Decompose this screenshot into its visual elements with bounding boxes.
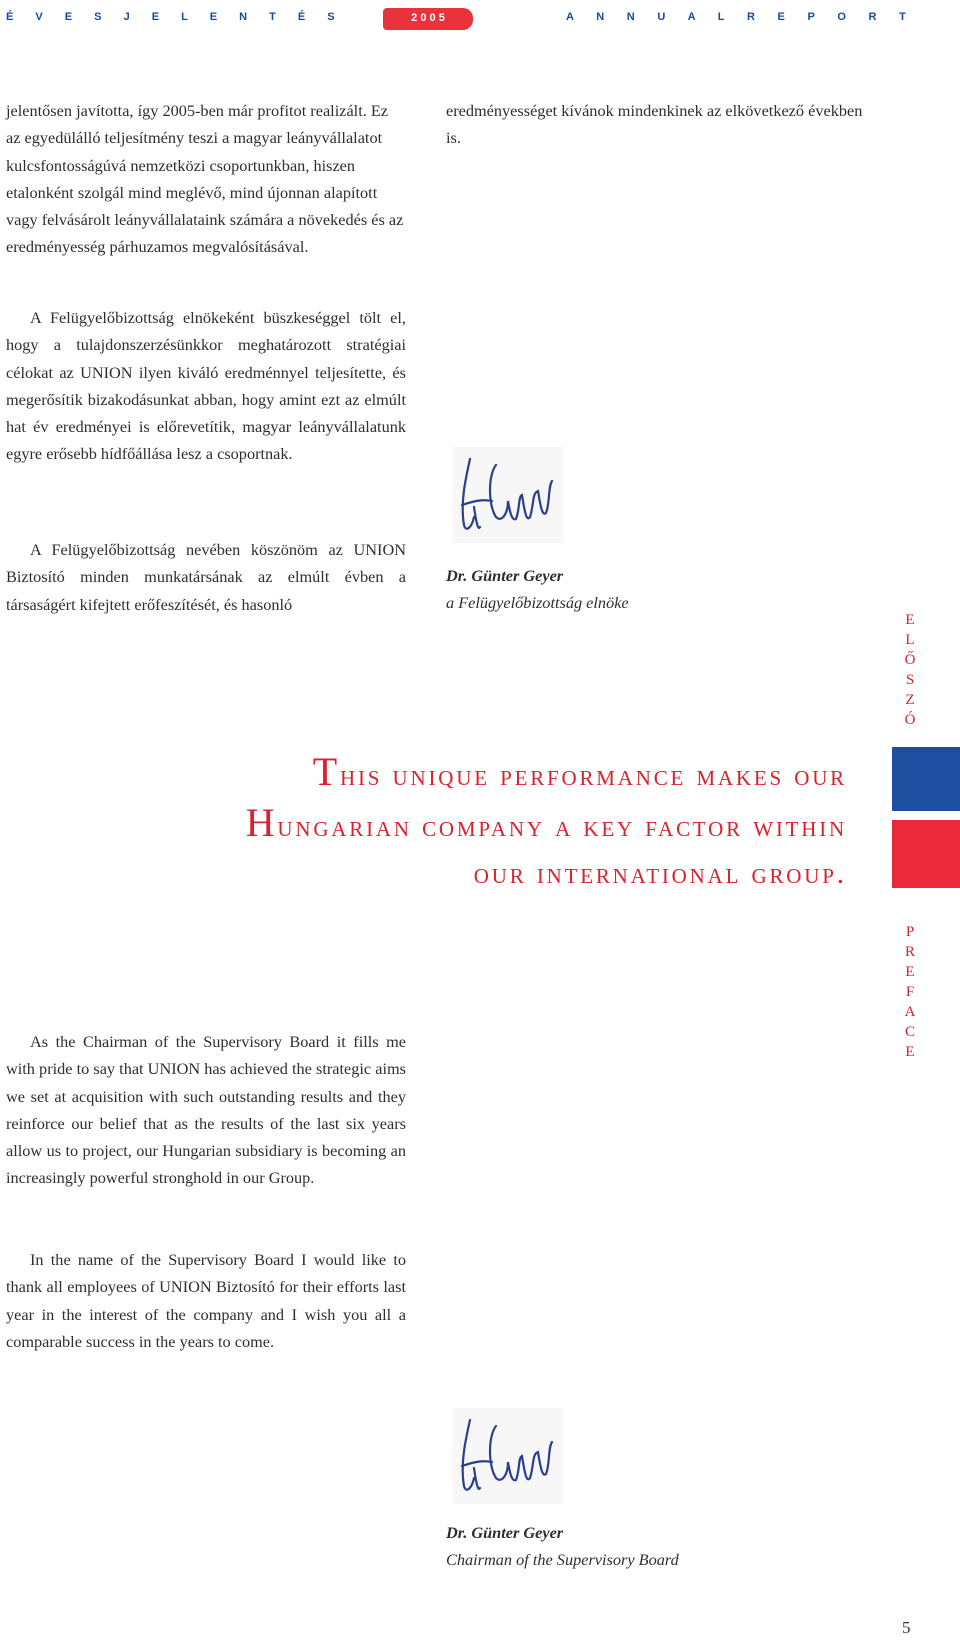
hungarian-continuation-text: eredményességet kívánok mindenkinek az elkövetkező években is. (446, 101, 863, 148)
side-letter: E (905, 964, 915, 980)
hungarian-continuation (446, 97, 866, 152)
hungarian-column-2 (6, 304, 406, 468)
hungarian-paragraph-2: A Felügyelőbizottság elnökeként büszkeséggel tölt el, hogy a tulajdonszerzésünkkor meghatározott stratégiai célokat az UNION ilyen kiváló eredménnyel teljesítette, és megerősítik bizakodásunkat abban, hogy amint ezt az elmúlt hat év eredményei is előrevetítik, magyar leányvállalatunk egyre erősebb hídfőállása lesz a csoportnak. (6, 308, 406, 464)
quote-initial: T (312, 749, 341, 794)
signature-name-hu: Dr. Günter Geyer (446, 566, 564, 585)
side-letter: A (904, 1004, 916, 1020)
hungarian-column-3 (6, 536, 406, 618)
english-paragraph-2: In the name of the Supervisory Board I would like to thank all employees of UNION Biztosító for their efforts last year in the interest of the company and I wish you all a comparable success in the years to come. (6, 1250, 406, 1351)
side-letter: F (905, 984, 915, 1000)
quote-text: his unique performance makes our (340, 759, 847, 792)
english-paragraph-1: As the Chairman of the Supervisory Board it fills me with pride to say that UNION has achieved the strategic aims we set at acquisition with such outstanding results and they reinforce our belief that as the results of the last six years allow us to project, our Hungarian subsidiary is becoming an increasingly powerful stronghold in our Group. (6, 1032, 406, 1188)
english-column-2 (6, 1246, 406, 1355)
header-hungarian-label: É V E S J E L E N T É S (6, 11, 345, 23)
side-letter: S (905, 672, 915, 688)
signature-image-en (452, 1408, 564, 1504)
year-badge-text: 2 0 0 5 (411, 12, 445, 24)
signature-name-en: Dr. Günter Geyer (446, 1523, 564, 1542)
side-letter: Ó (904, 712, 916, 728)
hungarian-paragraph-1: jelentősen javította, így 2005-ben már profitot realizált. Ez az egyedülálló teljesítmény teszi a magyar leányvállalatot kulcsfontosságúvá nemzetközi csoportunkban, hiszen etalonként szolgál mind meglévő, mind újonnan alapított vagy felvásárolt leányvállalataink számára a növekedés és az eredményesség párhuzamos megvalósításával. (6, 101, 404, 257)
signature-role-en: Chairman of the Supervisory Board (446, 1550, 679, 1569)
signature-drawing (452, 447, 564, 543)
quote-line-3: our international group. (473, 857, 847, 890)
english-column (6, 1028, 406, 1192)
side-letter: R (904, 944, 915, 960)
quote-line-1 (27, 748, 847, 799)
quote-initial: H (245, 800, 278, 845)
quote-text: ungarian company a key factor within (277, 810, 847, 843)
signature-role-hu: a Felügyelőbizottság elnöke (446, 593, 629, 612)
year-badge (383, 8, 473, 30)
side-letter: E (905, 1044, 915, 1060)
side-letter: E (905, 612, 915, 628)
side-letter: P (905, 924, 915, 940)
quote-line-2 (27, 799, 847, 850)
page-number: 5 (902, 1618, 911, 1637)
red-accent-bar (892, 820, 960, 888)
page-header (0, 8, 960, 30)
side-label-english (900, 922, 920, 1062)
blue-accent-bar (892, 747, 960, 811)
hungarian-paragraph-3: A Felügyelőbizottság nevében köszönöm az UNION Biztosító minden munkatársának az elmúlt évben a társaságért kifejtett erőfeszítését, és hasonló (6, 540, 406, 614)
pull-quote (27, 748, 847, 897)
header-english-label: A N N U A L R E P O R T (566, 11, 916, 23)
signature-drawing (452, 1408, 564, 1504)
side-letter: L (905, 632, 915, 648)
side-letter: C (904, 1024, 915, 1040)
side-letter: Z (905, 692, 915, 708)
hungarian-column (6, 97, 406, 261)
side-letter: Ő (904, 652, 916, 668)
signature-image-hu (452, 447, 564, 543)
side-label-hungarian (900, 610, 920, 730)
